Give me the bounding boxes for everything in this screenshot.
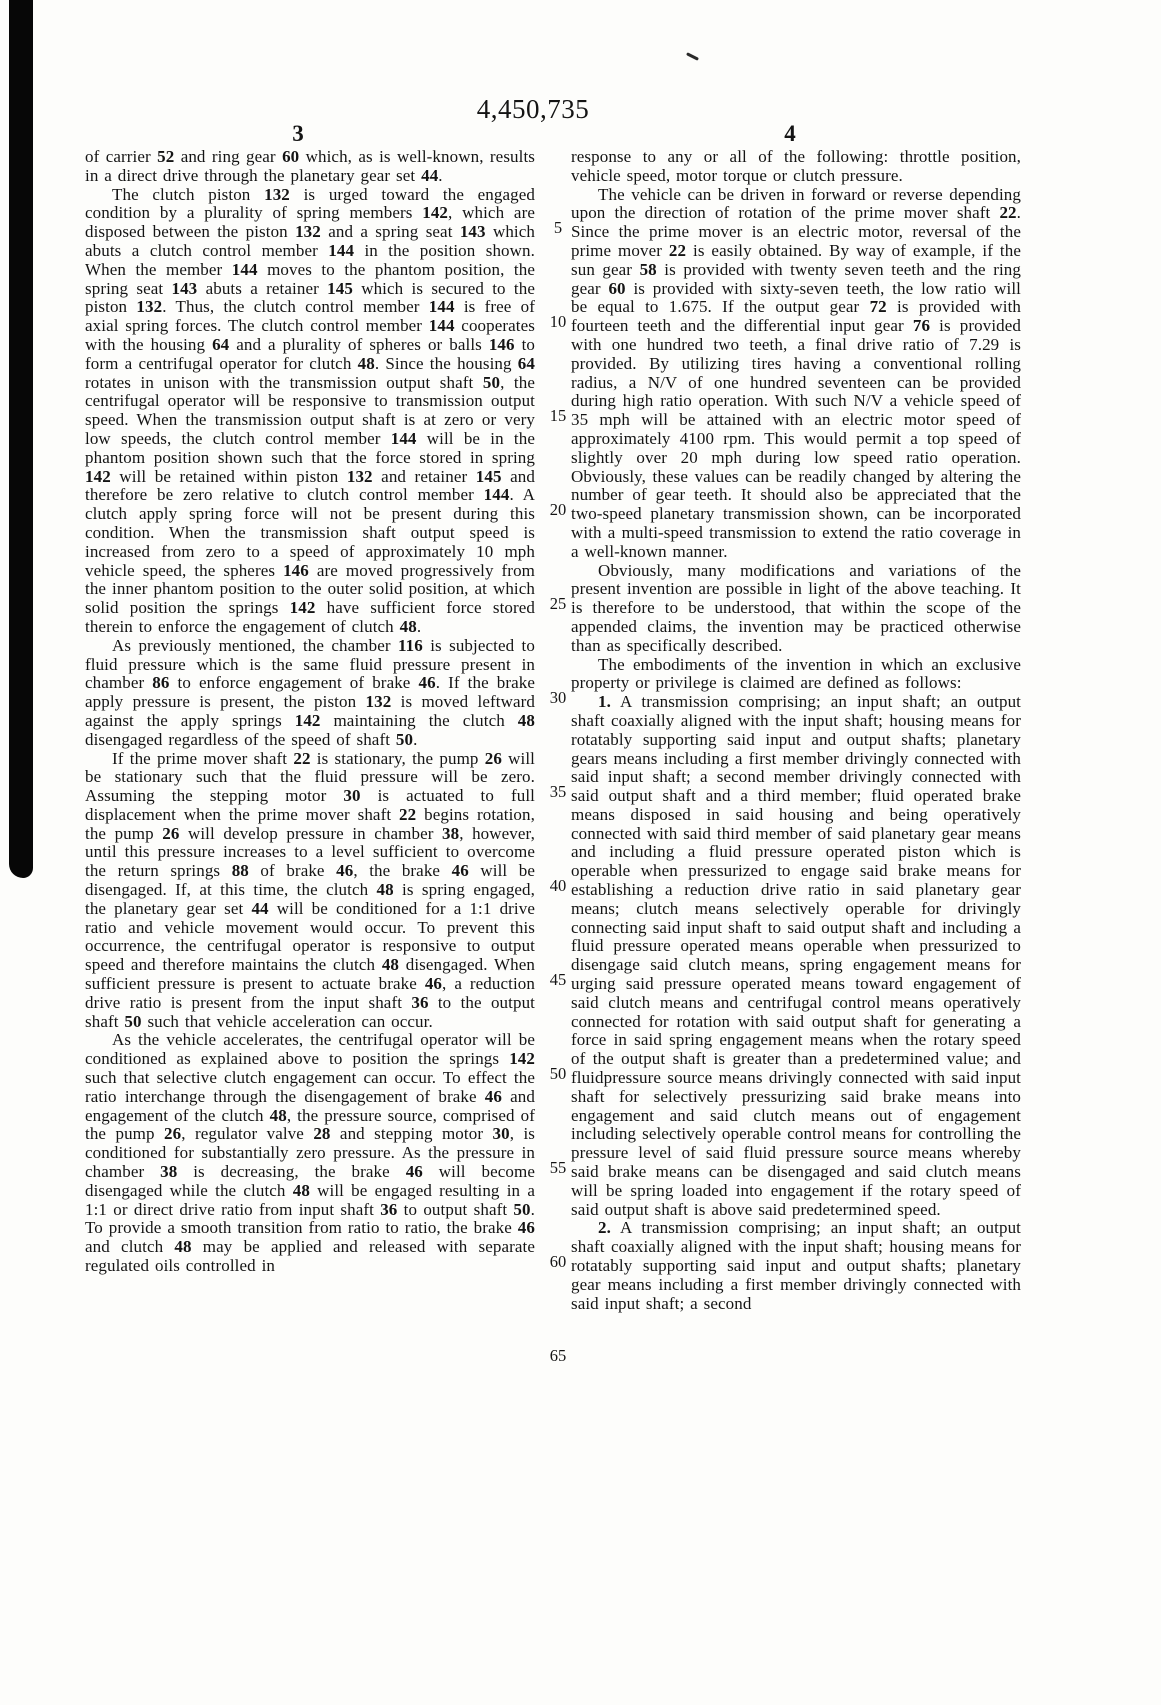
line-number: 60 xyxy=(549,1252,567,1271)
paragraph: Obviously, many modifications and variations of the present invention are possible in light of the above teaching. It is therefore to be understood, that within the scope of the appended claims, the invention may be practiced otherwise than as specifically described. xyxy=(571,560,1021,655)
line-number: 55 xyxy=(549,1158,567,1177)
paragraph: 2. A transmission comprising; an input shaft; an output shaft coaxially aligned with the input shaft; housing means for rotatably supporting said input and output shafts; planetary gear means including a first member drivingly connected with said input shaft; a second xyxy=(571,1218,1021,1313)
column-number-left: 3 xyxy=(292,121,304,146)
paragraph: of carrier 52 and ring gear 60 which, as is well-known, results in a direct drive through the planetary gear set 44. xyxy=(85,147,536,185)
paragraph: As the vehicle accelerates, the centrifugal operator will be conditioned as explained above to position the springs 142 such that selective clutch engagement can occur. To effect the ratio interchange through the disengagement of brake 46 and engagement of the clutch 48, the pressure source, comprised of the pump 26, regulator valve 28 and stepping motor 30, is conditioned for substantially zero pressure. As the pressure in chamber 38 is decreasing, the brake 46 will become disengaged while the clutch 48 will be engaged resulting in a 1:1 or direct drive ratio from input shaft 36 to output shaft 50. To provide a smooth transition from ratio to ratio, the brake 46 and clutch 48 may be applied and released with separate regulated oils controlled in xyxy=(85,1030,536,1276)
scan-artifact-bar xyxy=(9,0,33,878)
column-number-right: 4 xyxy=(784,121,796,146)
column-right xyxy=(571,148,1021,1313)
line-number: 5 xyxy=(553,218,563,237)
line-number: 40 xyxy=(549,876,567,895)
line-number: 50 xyxy=(549,1064,567,1083)
paragraph: The embodiments of the invention in which an exclusive property or privilege is claimed are defined as follows: xyxy=(571,654,1021,693)
line-number: 65 xyxy=(549,1346,567,1365)
line-number: 30 xyxy=(549,688,567,707)
paragraph: If the prime mover shaft 22 is stationary, the pump 26 will be stationary such that the fluid pressure will be zero. Assuming the stepping motor 30 is actuated to full displacement when the prime mover shaft 22 begins rotation, the pump 26 will develop pressure in chamber 38, however, until this pressure increases to a level sufficient to overcome the return springs 88 of brake 46, the brake 46 will be disengaged. If, at this time, the clutch 48 is spring engaged, the planetary gear set 44 will be conditioned for a 1:1 drive ratio and vehicle movement would occur. To prevent this occurrence, the centrifugal operator is responsive to output speed and therefore maintains the clutch 48 disengaged. When sufficient pressure is present to actuate brake 46, a reduction drive ratio is present from the input shaft 36 to the output shaft 50 such that vehicle acceleration can occur. xyxy=(85,748,536,1031)
paragraph: response to any or all of the following: throttle position, vehicle speed, motor torque or clutch pressure. xyxy=(571,147,1021,185)
paragraph: As previously mentioned, the chamber 116 is subjected to fluid pressure which is the same fluid pressure present in chamber 86 to enforce engagement of brake 46. If the brake apply pressure is present, the piston 132 is moved leftward against the apply springs 142 maintaining the clutch 48 disengaged regardless of the speed of shaft 50. xyxy=(85,635,535,749)
paragraph: The vehicle can be driven in forward or reverse depending upon the direction of rotation of the prime mover shaft 22. Since the prime mover is an electric motor, reversal of the prime mover 22 is easily obtained. By way of example, if the sun gear 58 is provided with twenty seven teeth and the ring gear 60 is provided with sixty-seven teeth, the low ratio will be equal to 1.675. If the output gear 72 is provided with fourteen teeth and the differential input gear 76 is provided with one hundred two teeth, a final drive ratio of 7.29 is provided. By utilizing tires having a conventional rolling radius, a N/V of one hundred seventeen can be provided during high ratio operation. With such N/V a vehicle speed of 35 mph will be attained with an electric motor speed of approximately 4100 rpm. This would permit a top speed of slightly over 20 mph during low speed ratio operation. Obviously, these values can be readily changed by altering the number of gear teeth. It should also be appreciated that the two-speed planetary transmission shown, can be incorporated with a multi-speed transmission to extend the ratio coverage in a well-known manner. xyxy=(571,184,1022,561)
line-number: 35 xyxy=(549,782,567,801)
line-number: 45 xyxy=(549,970,567,989)
line-number: 10 xyxy=(549,312,567,331)
scan-artifact-mark xyxy=(686,52,699,61)
line-number: 20 xyxy=(549,500,567,519)
column-left xyxy=(85,148,535,1276)
paragraph: The clutch piston 132 is urged toward the engaged condition by a plurality of spring members 142, which are disposed between the piston 132 and a spring seat 143 which abuts a clutch control member 144 in the position shown. When the member 144 moves to the phantom position, the spring seat 143 abuts a retainer 145 which is secured to the piston 132. Thus, the clutch control member 144 is free of axial spring forces. The clutch control member 144 cooperates with the housing 64 and a plurality of spheres or balls 146 to form a centrifugal operator for clutch 48. Since the housing 64 rotates in unison with the transmission output shaft 50, the centrifugal operator will be responsive to transmission output speed. When the transmission output shaft is at zero or very low speeds, the clutch control member 144 will be in the phantom position shown such that the force stored in spring 142 will be retained within piston 132 and retainer 145 and therefore be zero relative to clutch control member 144. A clutch apply spring force will not be present during this condition. When the transmission shaft output speed is increased from zero to a speed of approximately 10 mph vehicle speed, the spheres 146 are moved progressively from the inner phantom position to the outer solid position, at which solid position the springs 142 have sufficient force stored therein to enforce the engagement of clutch 48. xyxy=(85,184,536,636)
patent-number: 4,450,735 xyxy=(476,94,590,124)
line-number: 25 xyxy=(549,594,567,613)
paragraph: 1. A transmission comprising; an input shaft; an output shaft coaxially aligned with the input shaft; housing means for rotatably supporting said input and output shafts; planetary gears means including a first member drivingly connected with said input shaft; a second member drivingly connected with said output shaft and a third member; fluid operated brake means disposed in said housing and being operatively connected with said third member of said planetary gear means and including a fluid pressure operated piston which is operable when pressurized to engage said brake means for establishing a reduction drive ratio in said planetary gear means; clutch means selectively operable for drivingly connecting said input shaft to said output shaft and including a fluid pressure operated means operable when pressurized to disengage said clutch means, spring engagement means for urging said pressure operated means toward engagement of said clutch means and centrifugal control means operatively connected for rotation with said output shaft for generating a force in said spring engagement means when the rotary speed of the output shaft is greater than a predetermined value; and fluidpressure source means drivingly connected with said input shaft for selectively pressurizing said brake means into engagement and said clutch means out of engagement including selectively operable control means for controlling the pressure level of said fluid pressure source means whereby said brake means can be disengaged and said clutch means will be spring loaded into engagement if the rotary speed of said output shaft is above said predetermined speed. xyxy=(571,692,1021,1219)
line-number: 15 xyxy=(549,406,567,425)
